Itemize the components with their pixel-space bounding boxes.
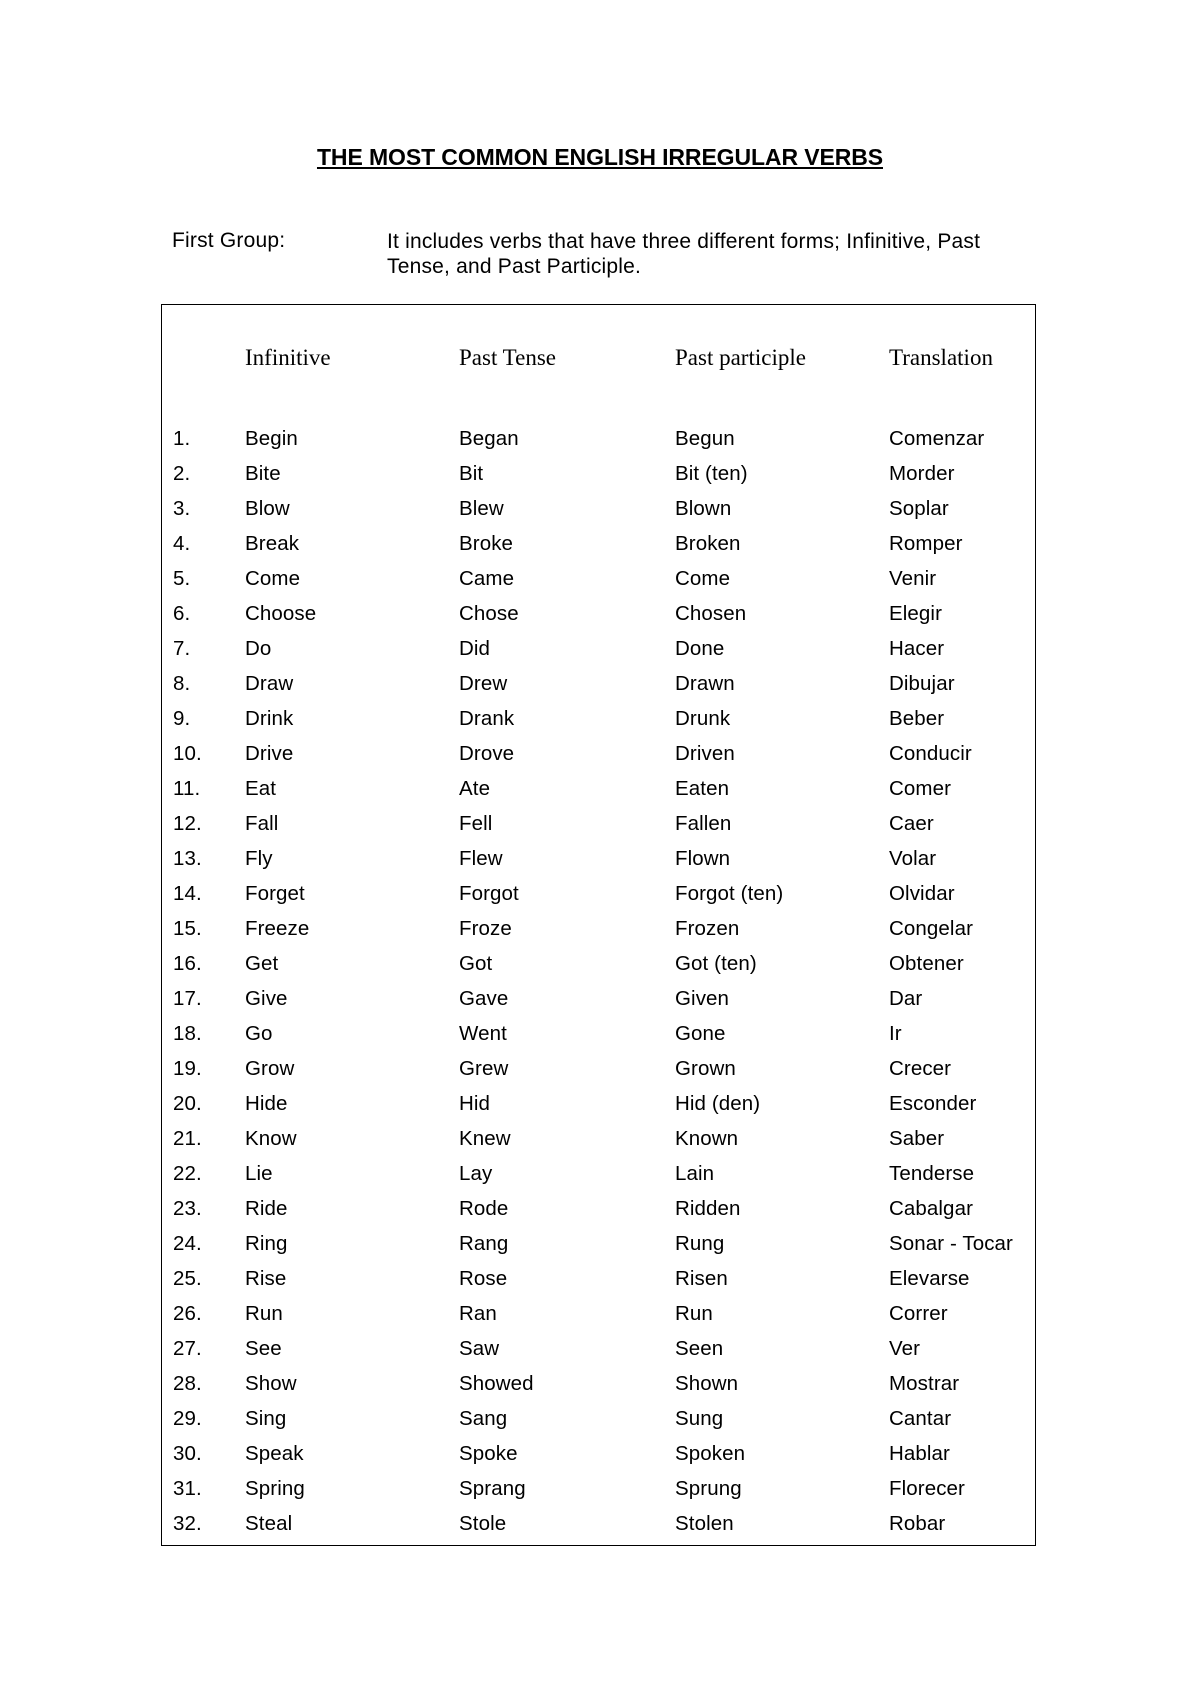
cell-past-participle: Rung: [675, 1232, 725, 1255]
cell-past-participle: Broken: [675, 532, 741, 555]
cell-past-tense: Spoke: [459, 1442, 518, 1465]
cell-infinitive: Blow: [245, 497, 290, 520]
table-row: [162, 1057, 1035, 1092]
row-number: 25.: [173, 1267, 202, 1290]
cell-past-participle: Got (ten): [675, 952, 757, 975]
cell-past-tense: Drove: [459, 742, 515, 765]
row-number: 27.: [173, 1337, 202, 1360]
cell-infinitive: Freeze: [245, 917, 310, 940]
cell-past-participle: Frozen: [675, 917, 740, 940]
row-number: 21.: [173, 1127, 202, 1150]
cell-translation: Dibujar: [889, 672, 955, 695]
table-row: [162, 1232, 1035, 1267]
cell-infinitive: Hide: [245, 1092, 288, 1115]
cell-translation: Congelar: [889, 917, 973, 940]
cell-translation: Dar: [889, 987, 923, 1010]
cell-infinitive: Go: [245, 1022, 273, 1045]
cell-past-tense: Saw: [459, 1337, 500, 1360]
table-row: [162, 917, 1035, 952]
row-number: 1.: [173, 427, 191, 450]
table-body: [162, 427, 1035, 1547]
cell-past-participle: Spoken: [675, 1442, 746, 1465]
header-past-participle: Past participle: [675, 345, 806, 370]
cell-past-tense: Stole: [459, 1512, 507, 1535]
cell-past-tense: Flew: [459, 847, 503, 870]
table-row: [162, 847, 1035, 882]
row-number: 14.: [173, 882, 202, 905]
cell-past-tense: Gave: [459, 987, 509, 1010]
cell-infinitive: Steal: [245, 1512, 293, 1535]
table-row: [162, 1197, 1035, 1232]
header-translation: Translation: [889, 345, 993, 370]
table-row: [162, 707, 1035, 742]
cell-translation: Mostrar: [889, 1372, 960, 1395]
cell-translation: Hacer: [889, 637, 945, 660]
cell-translation: Florecer: [889, 1477, 965, 1500]
table-row: [162, 1442, 1035, 1477]
header-infinitive: Infinitive: [245, 345, 331, 370]
row-number: 10.: [173, 742, 202, 765]
cell-past-tense: Ran: [459, 1302, 497, 1325]
cell-translation: Tenderse: [889, 1162, 975, 1185]
cell-infinitive: Run: [245, 1302, 283, 1325]
cell-translation: Ir: [889, 1022, 902, 1045]
cell-translation: Correr: [889, 1302, 948, 1325]
row-number: 8.: [173, 672, 191, 695]
cell-past-participle: Drawn: [675, 672, 735, 695]
cell-infinitive: Do: [245, 637, 272, 660]
cell-past-tense: Drew: [459, 672, 508, 695]
cell-translation: Romper: [889, 532, 963, 555]
row-number: 12.: [173, 812, 202, 835]
cell-infinitive: Lie: [245, 1162, 273, 1185]
table-row: [162, 1162, 1035, 1197]
cell-past-participle: Given: [675, 987, 730, 1010]
cell-past-participle: Blown: [675, 497, 732, 520]
cell-infinitive: Forget: [245, 882, 305, 905]
table-row: [162, 812, 1035, 847]
table-row: [162, 532, 1035, 567]
cell-infinitive: Get: [245, 952, 279, 975]
row-number: 15.: [173, 917, 202, 940]
cell-infinitive: Ride: [245, 1197, 288, 1220]
cell-translation: Obtener: [889, 952, 964, 975]
page-title: THE MOST COMMON ENGLISH IRREGULAR VERBS: [316, 144, 883, 170]
cell-infinitive: Rise: [245, 1267, 287, 1290]
row-number: 32.: [173, 1512, 202, 1535]
cell-infinitive: Eat: [245, 777, 277, 800]
table-row: [162, 952, 1035, 987]
row-number: 5.: [173, 567, 191, 590]
cell-past-participle: Drunk: [675, 707, 731, 730]
cell-infinitive: Sing: [245, 1407, 287, 1430]
table-header-row: [162, 345, 1035, 377]
cell-past-participle: Known: [675, 1127, 739, 1150]
row-number: 19.: [173, 1057, 202, 1080]
table-row: [162, 1477, 1035, 1512]
cell-infinitive: Grow: [245, 1057, 295, 1080]
table-row: [162, 1512, 1035, 1547]
cell-infinitive: Bite: [245, 462, 281, 485]
row-number: 13.: [173, 847, 202, 870]
table-row: [162, 882, 1035, 917]
table-row: [162, 567, 1035, 602]
cell-translation: Caer: [889, 812, 934, 835]
table-row: [162, 1302, 1035, 1337]
cell-past-participle: Sung: [675, 1407, 724, 1430]
cell-infinitive: Fly: [245, 847, 273, 870]
cell-infinitive: See: [245, 1337, 282, 1360]
cell-translation: Robar: [889, 1512, 946, 1535]
table-row: [162, 672, 1035, 707]
row-number: 3.: [173, 497, 191, 520]
row-number: 4.: [173, 532, 191, 555]
cell-translation: Venir: [889, 567, 937, 590]
cell-past-tense: Blew: [459, 497, 504, 520]
cell-past-participle: Gone: [675, 1022, 726, 1045]
table-row: [162, 987, 1035, 1022]
cell-past-tense: Rang: [459, 1232, 509, 1255]
table-row: [162, 602, 1035, 637]
cell-past-participle: Shown: [675, 1372, 739, 1395]
table-row: [162, 1337, 1035, 1372]
cell-infinitive: Ring: [245, 1232, 288, 1255]
cell-translation: Saber: [889, 1127, 945, 1150]
cell-translation: Elevarse: [889, 1267, 970, 1290]
cell-past-tense: Went: [459, 1022, 507, 1045]
cell-infinitive: Draw: [245, 672, 294, 695]
cell-translation: Sonar - Tocar: [889, 1232, 1013, 1255]
cell-infinitive: Speak: [245, 1442, 304, 1465]
cell-infinitive: Drive: [245, 742, 294, 765]
cell-infinitive: Come: [245, 567, 301, 590]
cell-past-tense: Sprang: [459, 1477, 526, 1500]
cell-translation: Comer: [889, 777, 952, 800]
cell-past-participle: Hid (den): [675, 1092, 761, 1115]
table-row: [162, 462, 1035, 497]
row-number: 17.: [173, 987, 202, 1010]
cell-past-tense: Ate: [459, 777, 491, 800]
row-number: 11.: [173, 777, 201, 800]
cell-translation: Crecer: [889, 1057, 952, 1080]
cell-past-participle: Fallen: [675, 812, 732, 835]
cell-past-participle: Risen: [675, 1267, 728, 1290]
table-row: [162, 497, 1035, 532]
row-number: 20.: [173, 1092, 202, 1115]
cell-past-participle: Come: [675, 567, 731, 590]
cell-translation: Volar: [889, 847, 937, 870]
table-row: [162, 1267, 1035, 1302]
cell-translation: Ver: [889, 1337, 921, 1360]
cell-infinitive: Choose: [245, 602, 317, 625]
table-row: [162, 637, 1035, 672]
cell-past-participle: Lain: [675, 1162, 715, 1185]
cell-translation: Beber: [889, 707, 945, 730]
cell-infinitive: Drink: [245, 707, 294, 730]
cell-past-participle: Driven: [675, 742, 735, 765]
cell-infinitive: Spring: [245, 1477, 305, 1500]
cell-translation: Hablar: [889, 1442, 950, 1465]
group-label: First Group:: [172, 229, 286, 252]
table-row: [162, 1127, 1035, 1162]
cell-translation: Esconder: [889, 1092, 977, 1115]
table-row: [162, 1092, 1035, 1127]
cell-infinitive: Know: [245, 1127, 297, 1150]
table-row: [162, 1372, 1035, 1407]
table-row: [162, 742, 1035, 777]
cell-past-tense: Did: [459, 637, 491, 660]
cell-past-participle: Flown: [675, 847, 731, 870]
cell-infinitive: Give: [245, 987, 288, 1010]
cell-past-participle: Run: [675, 1302, 713, 1325]
cell-translation: Cabalgar: [889, 1197, 973, 1220]
row-number: 18.: [173, 1022, 202, 1045]
cell-past-participle: Seen: [675, 1337, 724, 1360]
cell-past-participle: Forgot (ten): [675, 882, 784, 905]
cell-infinitive: Fall: [245, 812, 279, 835]
cell-past-tense: Forgot: [459, 882, 519, 905]
cell-past-tense: Rose: [459, 1267, 508, 1290]
cell-past-tense: Drank: [459, 707, 515, 730]
cell-past-tense: Bit: [459, 462, 484, 485]
cell-past-tense: Sang: [459, 1407, 508, 1430]
cell-past-participle: Eaten: [675, 777, 730, 800]
group-description: It includes verbs that have three different forms; Infinitive, Past Tense, and Past Participle.: [387, 230, 981, 278]
row-number: 7.: [173, 637, 191, 660]
verb-table: [161, 304, 1036, 1546]
cell-past-tense: Broke: [459, 532, 514, 555]
cell-past-participle: Grown: [675, 1057, 736, 1080]
table-row: [162, 1407, 1035, 1442]
cell-past-tense: Froze: [459, 917, 512, 940]
cell-infinitive: Break: [245, 532, 300, 555]
cell-past-participle: Begun: [675, 427, 735, 450]
cell-translation: Olvidar: [889, 882, 955, 905]
table-row: [162, 1022, 1035, 1057]
row-number: 29.: [173, 1407, 202, 1430]
cell-past-tense: Lay: [459, 1162, 493, 1185]
cell-past-participle: Stolen: [675, 1512, 734, 1535]
row-number: 6.: [173, 602, 191, 625]
cell-past-tense: Began: [459, 427, 519, 450]
row-number: 2.: [173, 462, 191, 485]
cell-translation: Comenzar: [889, 427, 985, 450]
cell-infinitive: Begin: [245, 427, 298, 450]
cell-past-tense: Chose: [459, 602, 519, 625]
row-number: 22.: [173, 1162, 202, 1185]
cell-past-tense: Showed: [459, 1372, 534, 1395]
cell-past-tense: Got: [459, 952, 493, 975]
cell-translation: Cantar: [889, 1407, 952, 1430]
cell-past-tense: Rode: [459, 1197, 509, 1220]
header-past-tense: Past Tense: [459, 345, 556, 370]
cell-translation: Morder: [889, 462, 955, 485]
row-number: 16.: [173, 952, 202, 975]
cell-past-tense: Grew: [459, 1057, 509, 1080]
cell-past-tense: Hid: [459, 1092, 491, 1115]
cell-past-participle: Bit (ten): [675, 462, 748, 485]
row-number: 31.: [173, 1477, 202, 1500]
cell-past-tense: Fell: [459, 812, 493, 835]
cell-translation: Elegir: [889, 602, 943, 625]
cell-infinitive: Show: [245, 1372, 297, 1395]
cell-past-tense: Knew: [459, 1127, 511, 1150]
cell-past-participle: Ridden: [675, 1197, 741, 1220]
cell-past-participle: Done: [675, 637, 725, 660]
cell-translation: Soplar: [889, 497, 949, 520]
cell-past-tense: Came: [459, 567, 515, 590]
row-number: 30.: [173, 1442, 202, 1465]
row-number: 26.: [173, 1302, 202, 1325]
row-number: 28.: [173, 1372, 202, 1395]
cell-past-participle: Sprung: [675, 1477, 742, 1500]
table-row: [162, 427, 1035, 462]
row-number: 23.: [173, 1197, 202, 1220]
cell-past-participle: Chosen: [675, 602, 747, 625]
row-number: 9.: [173, 707, 191, 730]
row-number: 24.: [173, 1232, 202, 1255]
table-row: [162, 777, 1035, 812]
cell-translation: Conducir: [889, 742, 972, 765]
